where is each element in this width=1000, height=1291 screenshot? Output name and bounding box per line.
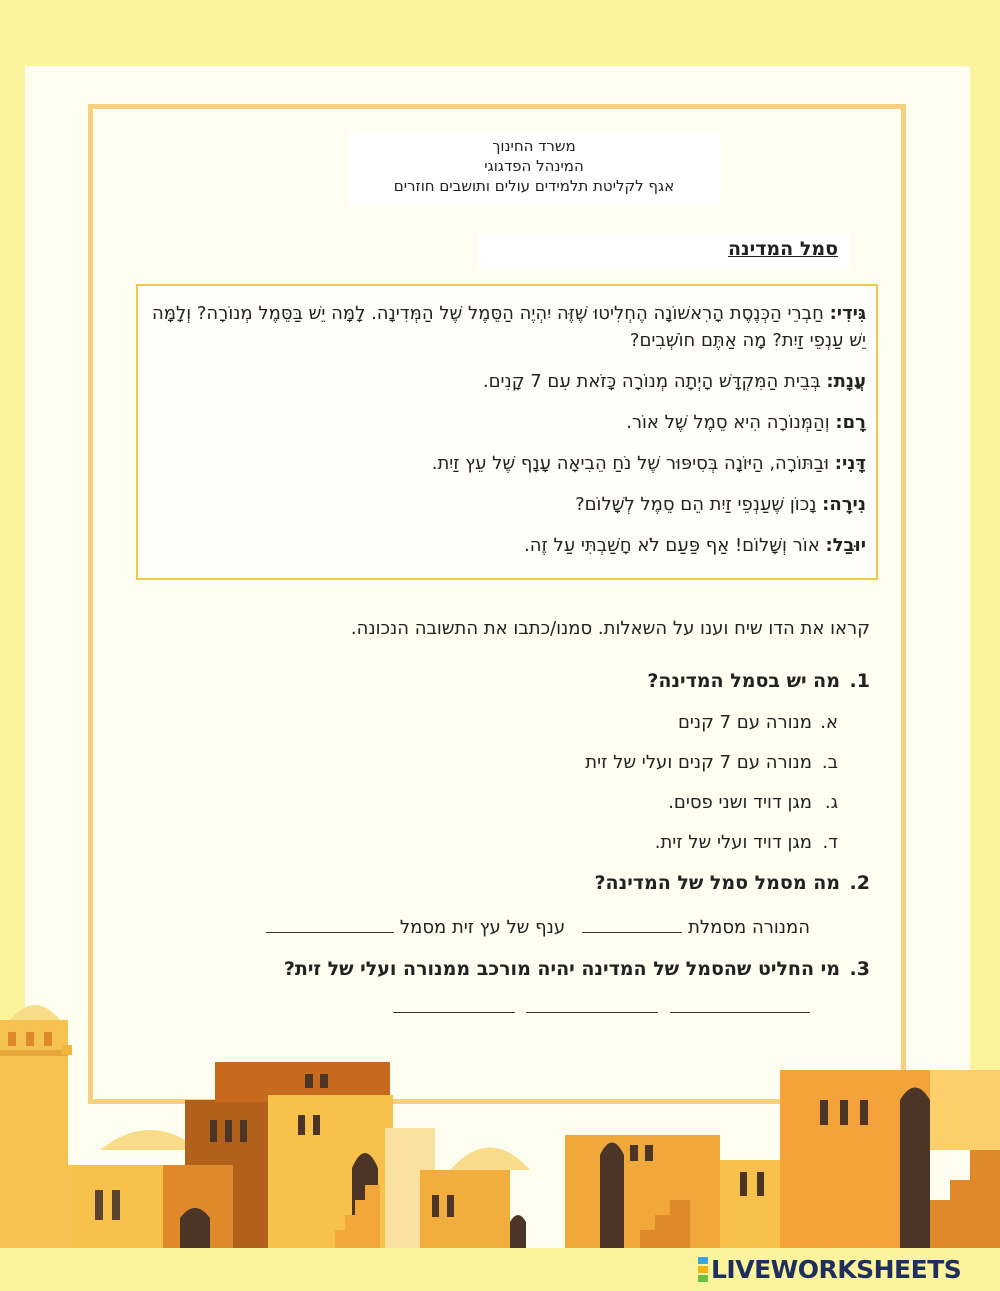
- option-a[interactable]: [677, 712, 838, 733]
- dialogue-box: [136, 284, 878, 580]
- dialogue-text: וּבַתּוֹרָה, הַיּוֹנָה בְּסִיפּוּר שֶׁל נֹחַ הֵבִיאָה עָנָף שֶׁל עֵץ זַיִת.: [431, 453, 835, 474]
- dialogue-text: נָכוֹן שֶׁעַנְפֵי זַיִת הֵם סֵמֶל לְשָׁלוֹם?: [575, 494, 823, 515]
- question-text: מה מסמל סמל של המדינה?: [594, 872, 840, 894]
- answer-blank-2[interactable]: [266, 914, 394, 933]
- question-number: 2.: [849, 872, 870, 894]
- speaker-name: יוּבַל:: [825, 535, 866, 556]
- question-text: מה יש בסמל המדינה?: [647, 670, 840, 692]
- option-c[interactable]: [668, 792, 838, 813]
- ministry-line-2: המינהל הפדגוגי: [484, 157, 584, 175]
- liveworksheets-logo: [698, 1252, 961, 1286]
- dialogue-line: [148, 300, 866, 354]
- option-text: מנורה עם 7 קנים ועלי של זית: [585, 752, 812, 773]
- fill-in-sentence: [266, 914, 810, 938]
- question-number: 1.: [849, 670, 870, 692]
- instructions: קראו את הדו שיח וענו על השאלות. סמנו/כתבו את התשובה הנכונה.: [350, 618, 870, 639]
- dialogue-line: [148, 491, 866, 518]
- answer-blank-1[interactable]: [582, 914, 682, 933]
- option-letter: ד.: [822, 832, 838, 853]
- dialogue-line: [148, 532, 866, 559]
- dialogue-text: וְהַמְּנוֹרָה הִיא סֵמֶל שֶׁל אוֹר.: [626, 412, 836, 433]
- question-1: [647, 670, 870, 692]
- title-box: [478, 233, 850, 269]
- option-b[interactable]: [585, 752, 838, 773]
- option-text: מנורה עם 7 קנים: [677, 712, 812, 733]
- ministry-header: [348, 131, 720, 205]
- city-illustration: [0, 990, 1000, 1248]
- question-3: [283, 958, 870, 980]
- option-text: מגן דויד ועלי של זית.: [654, 832, 812, 853]
- ministry-line-3: אגף לקליטת תלמידים עולים ותושבים חוזרים: [393, 177, 675, 195]
- dialogue-line: [148, 368, 866, 395]
- speaker-name: רָם:: [835, 412, 866, 433]
- option-letter: ב.: [821, 752, 838, 773]
- dialogue-text: אוֹר וְשָׁלוֹם! אַף פַּעַם לֹא חָשַׁבְתִּי עַל זֶה.: [524, 535, 826, 556]
- dialogue-text: חַבְרֵי הַכְּנֶסֶת הָרִאשׁוֹנָה הֶחְלִיטוּ שֶׁזֶּה יִהְיֶה הַסֵּמֶל שֶׁל הַמְּדִינָה. לָמָּה יֵשׁ בַּסֵּמֶל מְנוֹרָה? וְלָמָּה יֵשׁ עַנְפֵי זַיִת? מָה אַתֶּם חוֹשְׁבִים?: [152, 303, 866, 351]
- option-text: מגן דויד ושני פסים.: [668, 792, 812, 813]
- question-2: [594, 872, 870, 894]
- speaker-name: עֲנָת:: [826, 371, 866, 392]
- page-title: סמל המדינה: [727, 238, 838, 260]
- fill-text-1: המנורה מסמלת: [688, 917, 810, 938]
- logo-mark-icon: [698, 1256, 708, 1283]
- option-d[interactable]: [654, 832, 838, 853]
- speaker-name: דָּנִי:: [834, 453, 866, 474]
- dialogue-text: בְּבֵית הַמִּקְדָּשׁ הָיְתָה מְנוֹרָה כָּזֹאת עִם 7 קָנִים.: [482, 371, 827, 392]
- speaker-name: גִּידִי:: [829, 303, 866, 324]
- option-letter: א.: [820, 712, 838, 733]
- ministry-line-1: משרד החינוך: [492, 137, 576, 155]
- brand-name: LIVEWORKSHEETS: [711, 1254, 962, 1284]
- dialogue-line: [148, 450, 866, 477]
- dialogue-line: [148, 409, 866, 436]
- speaker-name: נִירָה:: [822, 494, 866, 515]
- fill-text-2: ענף של עץ זית מסמל: [399, 917, 566, 938]
- question-number: 3.: [849, 958, 870, 980]
- option-letter: ג.: [824, 792, 838, 813]
- question-text: מי החליט שהסמל של המדינה יהיה מורכב ממנורה ועלי של זית?: [283, 958, 840, 980]
